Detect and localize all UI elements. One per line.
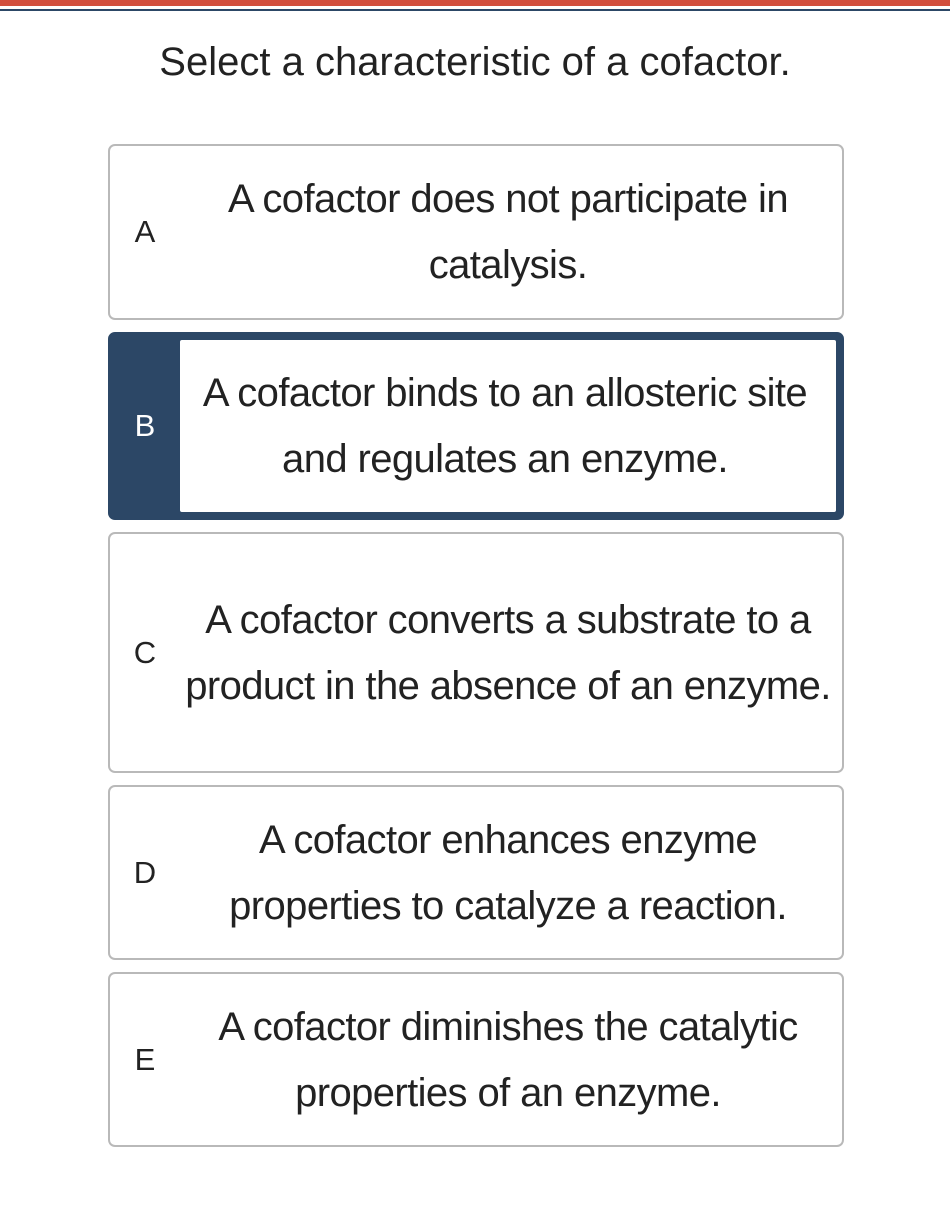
choice-text: A cofactor binds to an allosteric site and regulates an enzyme. — [180, 340, 836, 512]
choice-letter: C — [133, 634, 157, 670]
top-accent-bar — [0, 0, 950, 6]
choice-text: A cofactor diminishes the catalytic properties of an enzyme. — [218, 1004, 798, 1115]
choice-letter: A — [134, 214, 156, 249]
choice-b[interactable] — [108, 332, 844, 520]
choice-text: A cofactor enhances enzyme properties to catalyze a reaction. — [229, 817, 787, 928]
question-text: Select a characteristic of a cofactor. — [159, 40, 791, 84]
choice-letter: E — [134, 1041, 156, 1077]
choice-c[interactable] — [108, 532, 844, 773]
choice-letter: B — [134, 408, 156, 443]
choice-d[interactable] — [108, 785, 844, 960]
choice-text: A cofactor converts a substrate to a product in the absence of an enzyme. — [185, 597, 831, 708]
choice-e[interactable] — [108, 972, 844, 1147]
top-divider — [0, 9, 950, 11]
choice-letter: D — [133, 854, 157, 890]
choice-a[interactable] — [108, 144, 844, 320]
choice-text: A cofactor does not participate in catalysis. — [228, 177, 788, 287]
answer-choices — [108, 144, 844, 1159]
